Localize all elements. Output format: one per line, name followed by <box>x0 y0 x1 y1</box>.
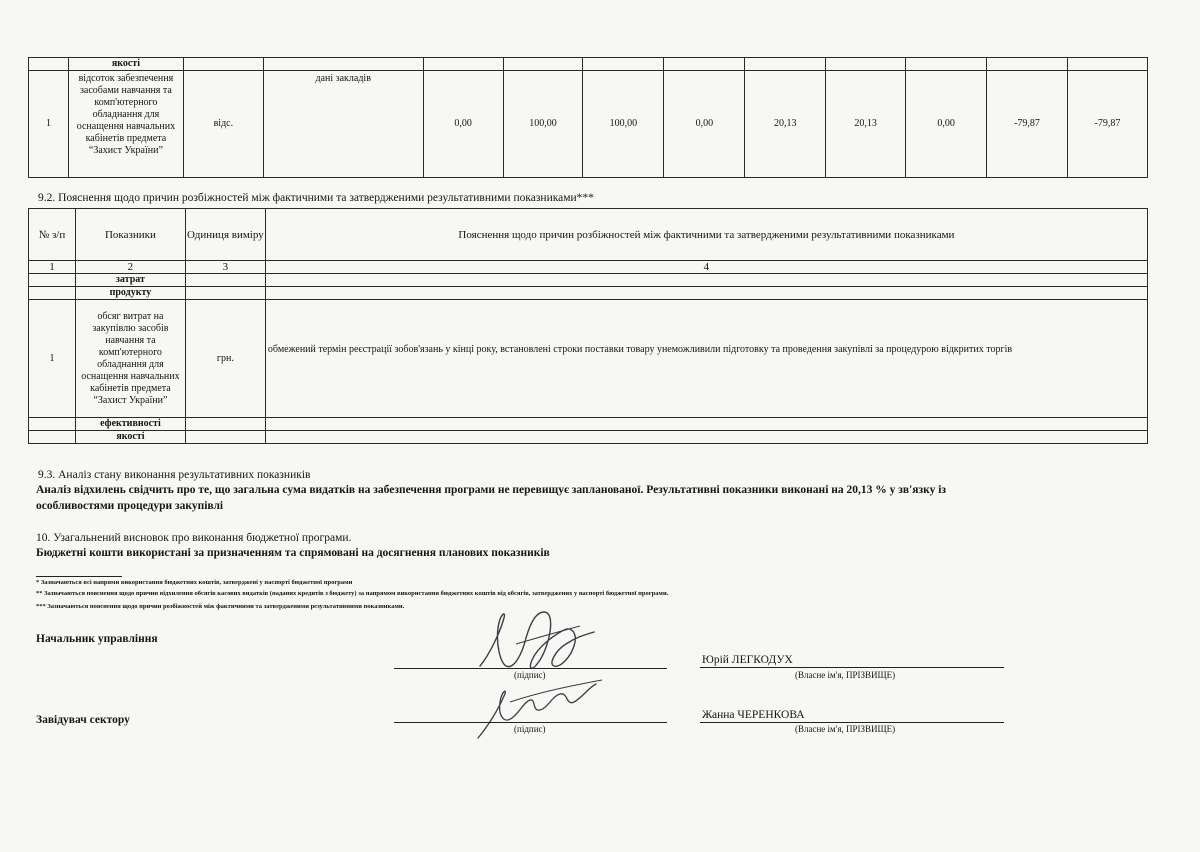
section-10-text: Бюджетні кошти використані за призначенням та спрямовані на досягнення планових показників <box>36 547 550 559</box>
group-row-costs <box>29 274 1148 287</box>
group-label-quality: якості <box>68 58 183 71</box>
col-number: 2 <box>75 261 185 274</box>
signature-line-head <box>394 668 667 669</box>
section-9-3-text-line2: особливостями процедури закупівлі <box>36 500 224 512</box>
row-index: 1 <box>29 71 69 178</box>
signer-name-head: Юрій ЛЕГКОДУХ <box>702 654 793 666</box>
col-number: 4 <box>265 261 1147 274</box>
value-cell: 0,00 <box>664 71 745 178</box>
signature-line-sector <box>394 722 667 723</box>
group-label-quality: якості <box>75 431 185 444</box>
unit-cell: відс. <box>183 71 263 178</box>
signer-position-sector: Завідувач сектору <box>36 714 130 726</box>
section-9-2-title: 9.2. Пояснення щодо причин розбіжностей між фактичними та затвердженими результативними показниками*** <box>38 192 594 204</box>
source-cell: дані закладів <box>263 71 423 178</box>
value-cell: -79,87 <box>1067 71 1147 178</box>
header-explanation: Пояснення щодо причин розбіжностей між фактичними та затвердженими результативними показниками <box>265 209 1147 261</box>
group-row-quality <box>29 431 1148 444</box>
value-cell: 0,00 <box>423 71 503 178</box>
group-label-costs: затрат <box>75 274 185 287</box>
table-header-row <box>29 209 1148 261</box>
footnote-3: *** Зазначаються пояснення щодо причин розбіжностей між фактичними та затвердженими результативними показниками. <box>36 603 405 610</box>
section-10-title: 10. Узагальнений висновок про виконання бюджетної програми. <box>36 532 352 544</box>
group-row-product <box>29 287 1148 300</box>
group-label-product: продукту <box>75 287 185 300</box>
value-cell: 100,00 <box>583 71 664 178</box>
section-9-3-title: 9.3. Аналіз стану виконання результативних показників <box>38 469 311 481</box>
value-cell: -79,87 <box>987 71 1068 178</box>
unit-cell: грн. <box>185 300 265 418</box>
footnote-separator <box>36 576 122 577</box>
header-indicators: Показники <box>75 209 185 261</box>
value-cell: 20,13 <box>826 71 906 178</box>
table-row-quality-header <box>29 58 1148 71</box>
explanation-cell: обмежений термін реєстрації зобов'язань у кінці року, встановлені строки поставки товару унеможливили підготовку та проведення закупівлі за процедурою відкритих торгів <box>265 300 1147 418</box>
signer-name-sector: Жанна ЧЕРЕНКОВА <box>702 709 805 721</box>
name-line-sector <box>700 722 1004 723</box>
col-number: 1 <box>29 261 76 274</box>
group-label-efficiency: ефективності <box>75 418 185 431</box>
value-cell: 0,00 <box>906 71 987 178</box>
indicator-name: обсяг витрат на закупівлю засобів навчання та комп'ютерного обладнання для оснащення навчальних кабінетів предмета “Захист України” <box>75 300 185 418</box>
discrepancy-explanation-table <box>28 208 1148 444</box>
table-row <box>29 71 1148 178</box>
indicator-name: відсоток забезпечення засобами навчання та комп'ютерного обладнання для оснащення навчальних кабінетів предмета “Захист України” <box>68 71 183 178</box>
column-numbers-row <box>29 261 1148 274</box>
header-no: № з/п <box>29 209 76 261</box>
signer-position-head: Начальник управління <box>36 633 158 645</box>
col-number: 3 <box>185 261 265 274</box>
value-cell: 20,13 <box>745 71 826 178</box>
footnote-1: * Зазначаються всі напрями використання бюджетних коштів, затверджені у паспорті бюджетної програми <box>36 579 353 586</box>
header-unit: Одиниця виміру <box>185 209 265 261</box>
value-cell: 100,00 <box>503 71 583 178</box>
footnote-2: ** Зазначаються пояснення щодо причин відхилення обсягів касових видатків (наданих кредитів з бюджету) за напрямом використання бюджетних коштів від обсягів, затверджених у паспорті бюджетної програми. <box>36 590 669 597</box>
name-line-head <box>700 667 1004 668</box>
name-label-sector: (Власне ім'я, ПРІЗВИЩЕ) <box>795 724 896 734</box>
group-row-efficiency <box>29 418 1148 431</box>
performance-indicators-table <box>28 57 1148 178</box>
name-label-head: (Власне ім'я, ПРІЗВИЩЕ) <box>795 670 896 680</box>
signature-label-sector: (підпис) <box>514 724 546 734</box>
row-index: 1 <box>29 300 76 418</box>
signature-label-head: (підпис) <box>514 670 546 680</box>
section-9-3-text-line1: Аналіз відхилень свідчить про те, що загальна сума видатків на забезпечення програми не перевищує запланованої. Результативні показники виконані на 20,13 % у зв'язку із <box>36 484 947 496</box>
table-row <box>29 300 1148 418</box>
